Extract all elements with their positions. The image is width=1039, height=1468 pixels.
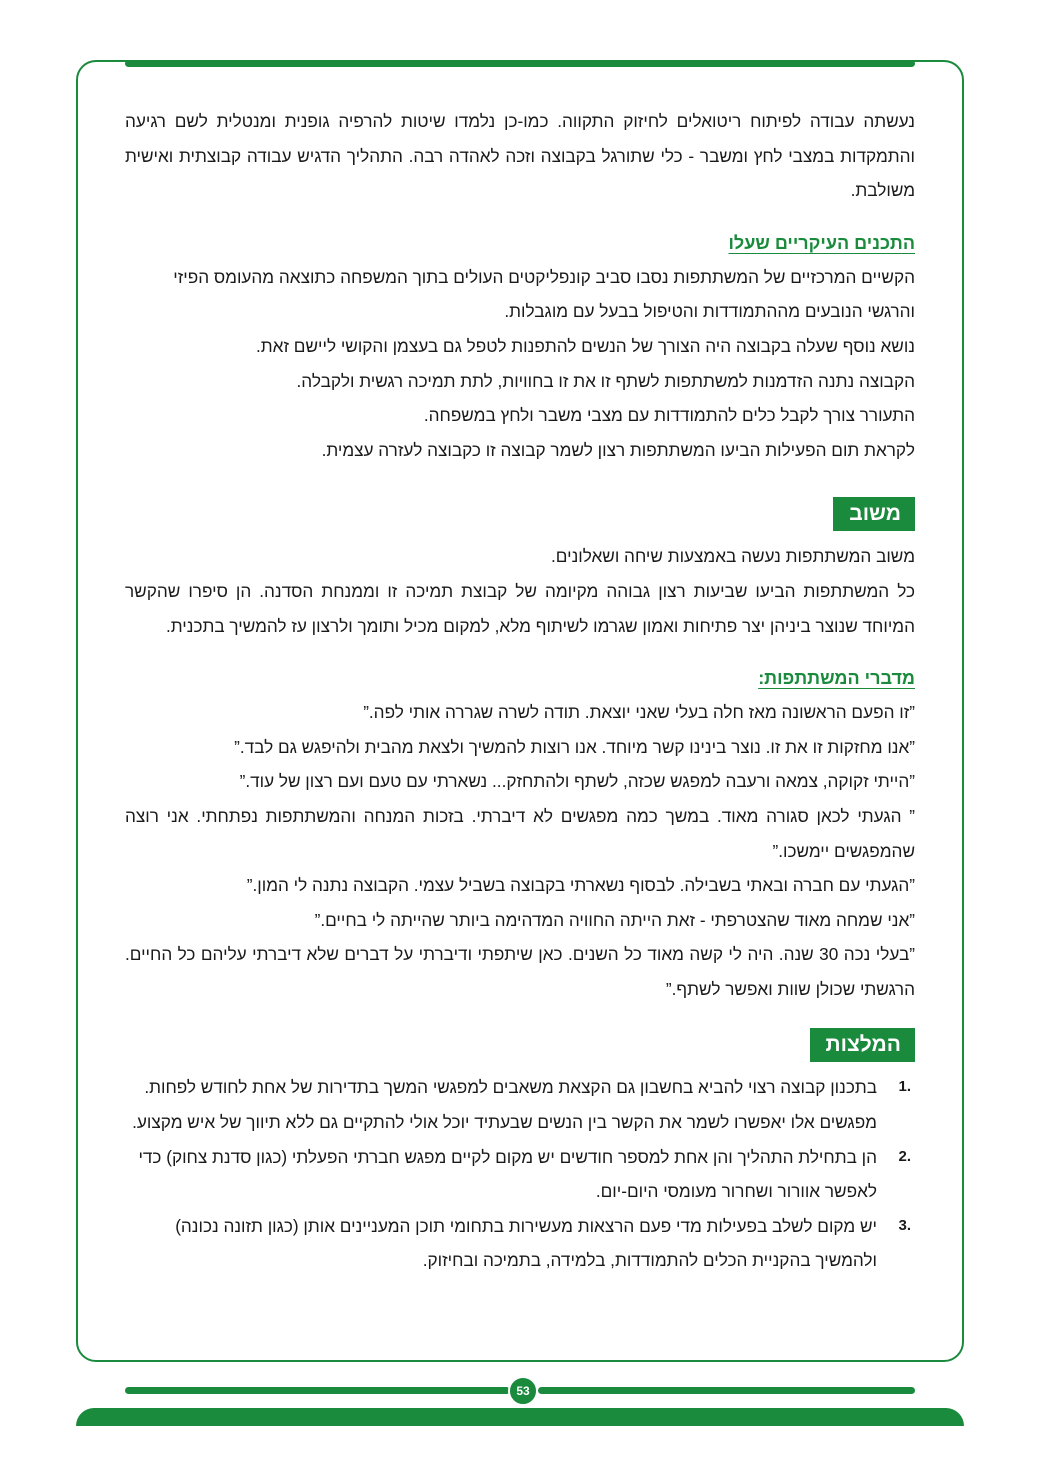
recommendation-text: הן בתחילת התהליך והן אחת למספר חודשים יש מקום לקיים מפגש חברתי הפעלתי (כגון סדנת צחוק) כדי לאפשר אוורור ושחרור מעומסי היום-יום. bbox=[138, 1146, 877, 1202]
quotes-heading: מדברי המשתתפות: bbox=[758, 668, 915, 689]
feedback-paragraph: משוב המשתתפות נעשה באמצעות שיחה ושאלונים. bbox=[551, 546, 915, 567]
recommendations-title-badge: המלצות bbox=[810, 1028, 915, 1062]
feedback-paragraph: כל המשתתפות הביעו שביעות רצון גבוהה מקיומה של קבוצת תמיכה זו וממנחת הסדנה. הן סיפרו שהקשר המיוחד שנוצר ביניהן יצר פתיחות ואמון שגרמו לשיתוף מלא, למקום מכיל ותומך ולרצון עז להמשיך בתכנית. bbox=[125, 580, 915, 636]
main-contents-heading: התכנים העיקריים שעלו bbox=[728, 232, 915, 253]
quote-item: ”אני שמחה מאוד שהצטרפתי - זאת הייתה החוויה המדהימה ביותר שהייתה לי בחיים.” bbox=[314, 909, 915, 930]
recommendations-header bbox=[125, 1028, 915, 1064]
recommendations-list bbox=[125, 1070, 915, 1278]
main-contents-line: הקבוצה נתנה הזדמנות למשתתפות לשתף זו את זו בחוויות, לתת תמיכה רגשית ולקבלה. bbox=[296, 370, 915, 391]
main-contents-line: התעורר צורך לקבל כלים להתמודדות עם מצבי משבר ולחץ במשפחה. bbox=[423, 405, 915, 426]
main-contents-line: הקשיים המרכזיים של המשתתפות נסבו סביב קונפליקטים העולים בתוך המשפחה כתוצאה מהעומס הפיזי והרגשי הנובעים מההתמודדות והטיפול בבעל עם מוגבלות. bbox=[173, 266, 915, 322]
quote-item: ”הגעתי עם חברה ובאתי בשבילה. לבסוף נשארתי בקבוצה בשביל עצמי. הקבוצה נתנה לי המון.” bbox=[246, 875, 915, 896]
main-contents-line: לקראת תום הפעילות הביעו המשתתפות רצון לשמר קבוצה זו כקבוצה לעזרה עצמית. bbox=[321, 439, 915, 460]
top-rule bbox=[125, 60, 915, 67]
main-contents-line: נושא נוסף שעלה בקבוצה היה הצורך של הנשים להתפנות לטפל גם בעצמן והקושי ליישם זאת. bbox=[256, 335, 915, 356]
recommendation-number: 2. bbox=[898, 1147, 911, 1165]
footer-band bbox=[76, 1408, 964, 1426]
recommendation-text: בתכנון קבוצה רצוי להביא בחשבון גם הקצאת משאבים למפגשי המשך בתדירות של אחת לחודש לפחות. מפגשים אלו יאפשרו לשמר את הקשר בין הנשים שבעתיד יוכל אולי להתקיים גם ללא תיווך של איש מקצוע. bbox=[132, 1077, 877, 1133]
page-content bbox=[125, 104, 915, 1278]
recommendation-item bbox=[125, 1070, 915, 1139]
quote-item: ”הייתי זקוקה, צמאה ורעבה למפגש שכזה, לשתף ולהתחזק... נשארתי עם טעם ועם רצון של עוד.” bbox=[239, 771, 915, 792]
feedback-header bbox=[125, 497, 915, 533]
recommendation-number: 1. bbox=[898, 1078, 911, 1096]
recommendation-text: יש מקום לשלב בפעילות מדי פעם הרצאות מעשירות בתחומי תוכן המעניינים אותן (כגון תזונה נכונה) ולהמשיך בהקניית הכלים להתמודדות, בלמידה, בתמיכה ובחיזוק. bbox=[175, 1215, 877, 1271]
quote-item: ” הגעתי לכאן סגורה מאוד. במשך כמה מפגשים לא דיברתי. בזכות המנחה והמשתתפות נפתחתי. אני רוצה שהמפגשים יימשכו.” bbox=[125, 805, 915, 861]
footer-rule-right bbox=[538, 1387, 915, 1394]
recommendation-item bbox=[125, 1140, 915, 1209]
recommendation-number: 3. bbox=[898, 1216, 911, 1234]
feedback-title-badge: משוב bbox=[833, 497, 915, 531]
quote-item: ”זו הפעם הראשונה מאז חלה בעלי שאני יוצאת. תודה לשרה שגררה אותי לפה.” bbox=[363, 702, 915, 723]
quote-item: ”בעלי נכה 30 שנה. היה לי קשה מאוד כל השנים. כאן שיתפתי ודיברתי על דברים שלא דיברתי עליהם כל החיים. הרגשתי שכולן שוות ואפשר לשתף.” bbox=[125, 944, 916, 999]
footer-rule-left bbox=[125, 1387, 510, 1394]
recommendation-item bbox=[125, 1209, 915, 1278]
intro-paragraph: נעשתה עבודה לפיתוח ריטואלים לחיזוק התקווה. כמו-כן נלמדו שיטות להרפיה גופנית ומנטלית לשם רגיעה והתמקדות במצבי לחץ ומשבר - כלי שתורגל בקבוצה וזכה לאהדה רבה. התהליך הדגיש עבודה קבוצתית ואישית משולבת. bbox=[125, 111, 915, 201]
page-number: 53 bbox=[508, 1376, 538, 1406]
quote-item: ”אנו מחזקות זו את זו. נוצר בינינו קשר מיוחד. אנו רוצות להמשיך ולצאת מהבית ולהיפגש גם לבד.” bbox=[234, 736, 915, 757]
